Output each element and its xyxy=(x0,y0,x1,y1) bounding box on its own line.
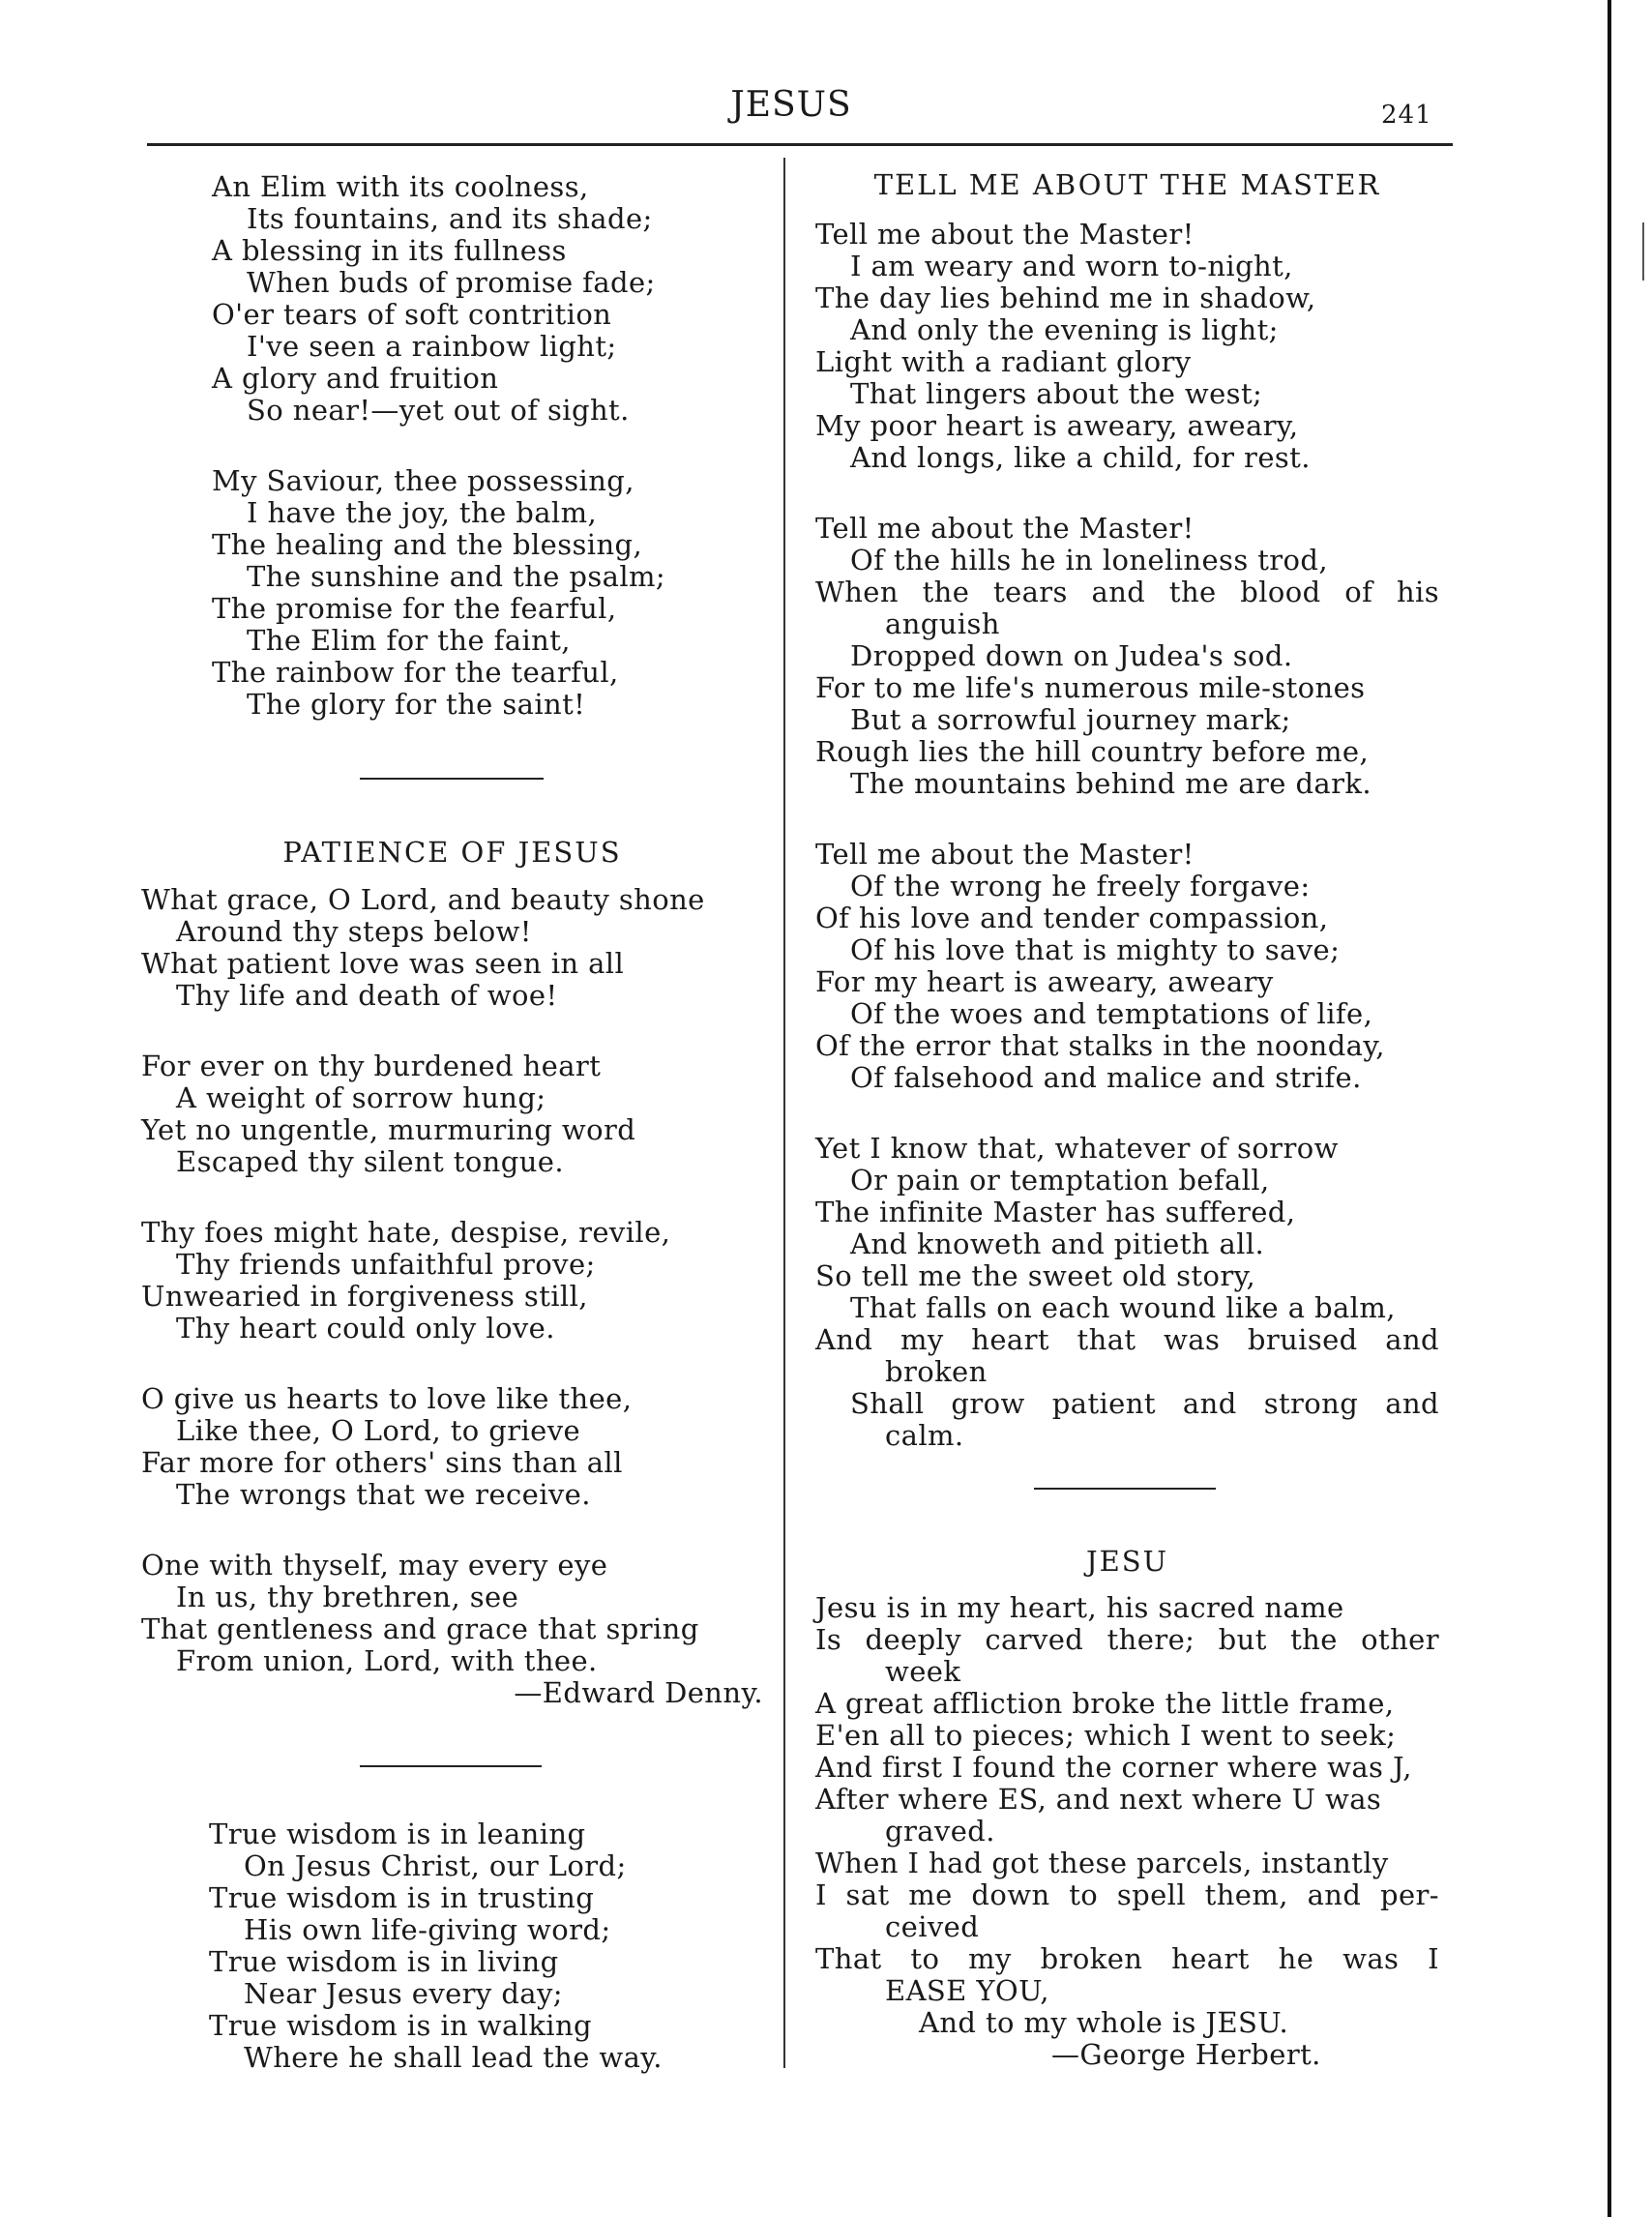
verse-line: That to my broken heart he was I xyxy=(815,1942,1439,1975)
verse-line: And first I found the corner where was J, xyxy=(815,1751,1412,1784)
verse-line: Of the error that stalks in the noonday, xyxy=(815,1029,1385,1062)
verse-line: Of falsehood and malice and strife. xyxy=(850,1061,1362,1094)
verse-line: A blessing in its fullness xyxy=(212,234,567,267)
stanza xyxy=(212,171,753,427)
verse-line: I've seen a rainbow light; xyxy=(247,330,617,363)
verse-line: For to me life's numerous mile-stones xyxy=(815,671,1366,704)
verse-line: Thy friends unfaithful prove; xyxy=(176,1248,596,1281)
verse-line: Of the woes and temptations of life, xyxy=(850,997,1373,1030)
verse-line: His own life-giving word; xyxy=(244,1913,611,1946)
poem-elim xyxy=(212,171,753,759)
stanza xyxy=(141,1050,763,1178)
verse-line: O give us hearts to love like thee, xyxy=(141,1382,633,1415)
verse-line: Tell me about the Master! xyxy=(815,512,1195,545)
verse-line: And longs, like a child, for rest. xyxy=(850,441,1311,474)
poem-title-jesu: JESU xyxy=(1085,1545,1169,1578)
stanza xyxy=(815,1592,1439,2071)
verse-line: Thy foes might hate, despise, revile, xyxy=(141,1216,671,1249)
verse-line: True wisdom is in living xyxy=(209,1945,559,1978)
verse-line: That lingers about the west; xyxy=(850,377,1263,410)
verse-line: Its fountains, and its shade; xyxy=(247,202,653,235)
verse-line: Of the wrong he freely forgave: xyxy=(850,870,1311,902)
verse-line: True wisdom is in leaning xyxy=(209,1818,586,1850)
stanza xyxy=(141,1217,763,1345)
verse-line: For my heart is aweary, aweary xyxy=(815,965,1274,998)
poem-master xyxy=(815,219,1439,1491)
verse-line: —George Herbert. xyxy=(1051,2038,1321,2071)
verse-line: I sat me down to spell them, and per- xyxy=(815,1878,1439,1911)
verse-line: graved. xyxy=(885,1815,995,1848)
verse-line: Shall grow patient and strong and xyxy=(850,1387,1439,1420)
verse-line: ceived xyxy=(885,1910,980,1943)
verse-line: So near!—yet out of sight. xyxy=(247,394,630,427)
verse-line: On Jesus Christ, our Lord; xyxy=(244,1849,627,1882)
verse-line: anguish xyxy=(885,607,1000,640)
verse-line: The infinite Master has suffered, xyxy=(815,1196,1296,1228)
verse-line: And to my whole is JESU. xyxy=(919,2006,1289,2039)
section-separator xyxy=(360,778,544,780)
verse-line: For ever on thy burdened heart xyxy=(141,1049,602,1082)
verse-line: calm. xyxy=(885,1419,964,1452)
verse-line: The wrongs that we receive. xyxy=(176,1478,591,1511)
verse-line: Tell me about the Master! xyxy=(815,218,1195,251)
verse-line: The glory for the saint! xyxy=(247,688,586,721)
verse-line: And only the evening is light; xyxy=(850,313,1279,346)
verse-line: From union, Lord, with thee. xyxy=(176,1644,598,1677)
verse-line: I am weary and worn to-night, xyxy=(850,250,1293,282)
verse-line: A weight of sorrow hung; xyxy=(176,1081,546,1114)
verse-line: Unwearied in forgiveness still, xyxy=(141,1280,588,1313)
verse-line: What grace, O Lord, and beauty shone xyxy=(141,883,705,916)
verse-line: That gentleness and grace that spring xyxy=(141,1612,699,1645)
verse-line: After where ES, and next where U was xyxy=(815,1783,1382,1816)
poem-wisdom xyxy=(209,1818,751,2113)
verse-line: Where he shall lead the way. xyxy=(244,2041,663,2074)
stanza xyxy=(212,465,753,721)
verse-line: An Elim with its coolness, xyxy=(212,170,589,203)
verse-line: E'en all to pieces; which I went to seek; xyxy=(815,1719,1397,1752)
verse-line: Far more for others' sins than all xyxy=(141,1446,623,1479)
stanza xyxy=(815,513,1439,800)
verse-line: My poor heart is aweary, aweary, xyxy=(815,409,1299,442)
verse-line: When buds of promise fade; xyxy=(247,266,656,299)
running-title: JESUS xyxy=(730,85,852,125)
verse-line: Near Jesus every day; xyxy=(244,1977,563,2010)
verse-line: Of the hills he in loneliness trod, xyxy=(850,544,1328,576)
verse-line: The sunshine and the psalm; xyxy=(247,560,666,593)
stanza xyxy=(141,1383,763,1511)
verse-line: Like thee, O Lord, to grieve xyxy=(176,1414,581,1447)
verse-line: O'er tears of soft contrition xyxy=(212,298,612,331)
verse-line: Of his love that is mighty to save; xyxy=(850,933,1341,966)
stanza xyxy=(141,884,763,1012)
verse-line: Yet no ungentle, murmuring word xyxy=(141,1113,636,1146)
verse-line: So tell me the sweet old story, xyxy=(815,1259,1256,1292)
page-edge xyxy=(1608,0,1611,2217)
page-edge-mark xyxy=(1642,222,1644,281)
verse-line: One with thyself, may every eye xyxy=(141,1549,608,1581)
section-separator xyxy=(360,1765,542,1767)
verse-line: What patient love was seen in all xyxy=(141,947,625,980)
verse-line: I have the joy, the balm, xyxy=(247,496,598,529)
verse-line: Of his love and tender compassion, xyxy=(815,902,1329,934)
stanza xyxy=(209,1818,751,2074)
verse-line: The rainbow for the tearful, xyxy=(212,656,619,689)
verse-line: Around thy steps below! xyxy=(176,915,532,948)
stanza xyxy=(141,1550,763,1709)
verse-line: True wisdom is in walking xyxy=(209,2009,593,2042)
verse-line: week xyxy=(885,1655,961,1688)
verse-line: When I had got these parcels, instantly xyxy=(815,1847,1389,1879)
verse-line: And knoweth and pitieth all. xyxy=(850,1227,1265,1260)
verse-line: Tell me about the Master! xyxy=(815,838,1195,871)
stanza xyxy=(815,839,1439,1094)
page-number: 241 xyxy=(1381,101,1432,130)
verse-line: Or pain or temptation befall, xyxy=(850,1164,1270,1197)
verse-line: Thy life and death of woe! xyxy=(176,979,558,1012)
verse-line: Thy heart could only love. xyxy=(176,1312,555,1345)
verse-line: That falls on each wound like a balm, xyxy=(850,1291,1396,1324)
verse-line: The Elim for the faint, xyxy=(247,624,571,657)
verse-line: But a sorrowful journey mark; xyxy=(850,703,1291,736)
verse-line: In us, thy brethren, see xyxy=(176,1581,519,1613)
verse-line: broken xyxy=(885,1355,988,1388)
attribution: —Edward Denny. xyxy=(514,1676,763,1709)
verse-line: Light with a radiant glory xyxy=(815,345,1192,378)
column-divider xyxy=(783,158,785,2068)
verse-line: Is deeply carved there; but the other xyxy=(815,1623,1439,1656)
verse-line: Jesu is in my heart, his sacred name xyxy=(815,1591,1344,1624)
verse-line: And my heart that was bruised and xyxy=(815,1323,1439,1356)
verse-line: The day lies behind me in shadow, xyxy=(815,281,1316,314)
verse-line: A glory and fruition xyxy=(212,362,499,395)
verse-line: EASE YOU, xyxy=(885,1974,1049,2007)
stanza xyxy=(815,219,1439,474)
verse-line: The healing and the blessing, xyxy=(212,528,643,561)
poem-jesu xyxy=(815,1592,1439,2110)
verse-line: The promise for the fearful, xyxy=(212,592,617,625)
verse-line: A great affliction broke the little frame, xyxy=(815,1687,1395,1720)
verse-line: Rough lies the hill country before me, xyxy=(815,735,1370,768)
verse-line: Yet I know that, whatever of sorrow xyxy=(815,1132,1339,1165)
header-rule xyxy=(147,143,1453,146)
poem-title-patience: PATIENCE OF JESUS xyxy=(282,836,622,869)
verse-line: When the tears and the blood of his xyxy=(815,576,1439,608)
verse-line: Dropped down on Judea's sod. xyxy=(850,639,1293,672)
verse-line: The mountains behind me are dark. xyxy=(850,767,1372,800)
section-separator xyxy=(1034,1488,1216,1490)
verse-line: True wisdom is in trusting xyxy=(209,1881,595,1914)
poem-patience xyxy=(141,884,763,1748)
verse-line: Escaped thy silent tongue. xyxy=(176,1145,564,1178)
poem-title-master: TELL ME ABOUT THE MASTER xyxy=(873,168,1381,201)
verse-line: My Saviour, thee possessing, xyxy=(212,464,634,497)
stanza xyxy=(815,1133,1439,1452)
